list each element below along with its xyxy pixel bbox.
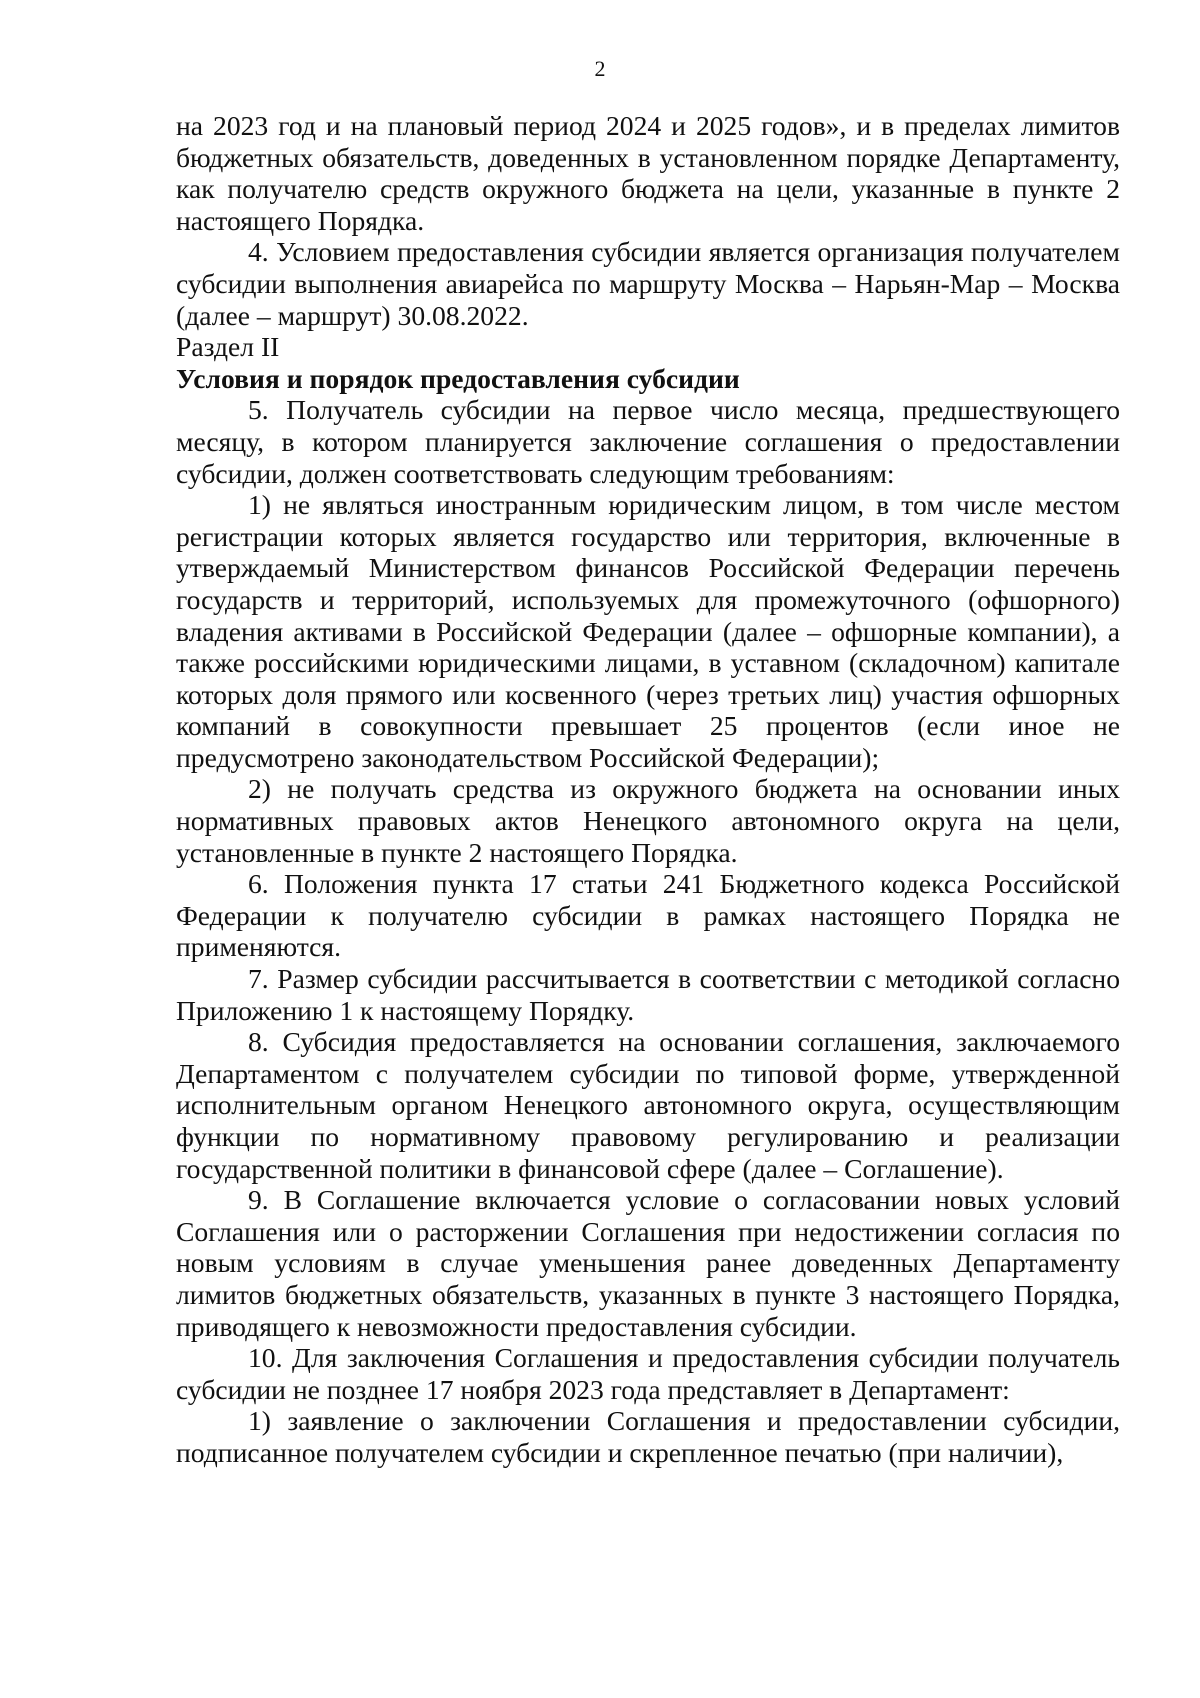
paragraph-item-5-1: 1) не являться иностранным юридическим лицом, в том числе местом регистрации которых является государство или территория, включенные в утверждаемый Министерством финансов Российской Федерации перечень государств и территорий, используемых для промежуточного (офшорного) владения активами в Российской Федерации (далее – офшорные компании), а также российскими юридическими лицами, в уставном (складочном) капитале которых доля прямого или косвенного (через третьих лиц) участия офшорных компаний в совокупности превышает 25 процентов (если иное не предусмотрено законодательством Российской Федерации); <box>176 489 1120 773</box>
paragraph-item-5: 5. Получатель субсидии на первое число месяца, предшествующего месяцу, в котором планируется заключение соглашения о предоставлении субсидии, должен соответствовать следующим требованиям: <box>176 394 1120 489</box>
page-number: 2 <box>594 56 606 81</box>
paragraph-item-4: 4. Условием предоставления субсидии является организация получателем субсидии выполнения авиарейса по маршруту Москва – Нарьян-Мар – Москва (далее – маршрут) 30.08.2022. <box>176 236 1120 331</box>
document-body <box>176 110 1120 1469</box>
paragraph-continuation: на 2023 год и на плановый период 2024 и 2025 годов», и в пределах лимитов бюджетных обязательств, доведенных в установленном порядке Департаменту, как получателю средств окружного бюджета на цели, указанные в пункте 2 настоящего Порядка. <box>176 110 1120 236</box>
paragraph-item-10: 10. Для заключения Соглашения и предоставления субсидии получатель субсидии не позднее 17 ноября 2023 года представляет в Департамент: <box>176 1342 1120 1405</box>
section-number: Раздел II <box>176 331 280 363</box>
paragraph-item-8: 8. Субсидия предоставляется на основании соглашения, заключаемого Департаментом с получателем субсидии по типовой форме, утвержденной исполнительным органом Ненецкого автономного округа, осуществляющим функции по нормативному правовому регулированию и реализации государственной политики в финансовой сфере (далее – Соглашение). <box>176 1026 1120 1184</box>
paragraph-item-5-2: 2) не получать средства из окружного бюджета на основании иных нормативных правовых актов Ненецкого автономного округа на цели, установленные в пункте 2 настоящего Порядка. <box>176 773 1120 868</box>
paragraph-item-9: 9. В Соглашение включается условие о согласовании новых условий Соглашения или о расторжении Соглашения при недостижении согласия по новым условиям в случае уменьшения ранее доведенных Департаменту лимитов бюджетных обязательств, указанных в пункте 3 настоящего Порядка, приводящего к невозможности предоставления субсидии. <box>176 1184 1120 1342</box>
section-title: Условия и порядок предоставления субсидии <box>176 362 740 394</box>
paragraph-item-6: 6. Положения пункта 17 статьи 241 Бюджетного кодекса Российской Федерации к получателю субсидии в рамках настоящего Порядка не применяются. <box>176 868 1120 963</box>
paragraph-item-10-1: 1) заявление о заключении Соглашения и предоставлении субсидии, подписанное получателем субсидии и скрепленное печатью (при наличии), <box>176 1405 1120 1468</box>
paragraph-item-7: 7. Размер субсидии рассчитывается в соответствии с методикой согласно Приложению 1 к настоящему Порядку. <box>176 963 1120 1026</box>
